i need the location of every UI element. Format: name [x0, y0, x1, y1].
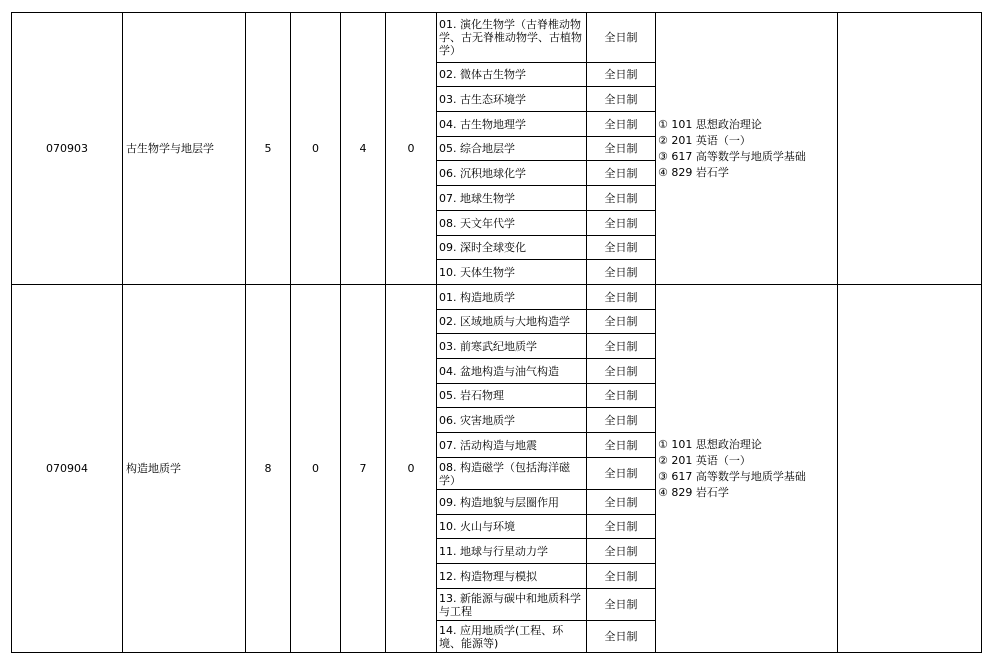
direction-label: 07. 地球生物学 [439, 191, 515, 205]
study-mode-label: 全日制 [604, 290, 638, 304]
direction-cell [436, 210, 587, 236]
direction-label: 03. 前寒武纪地质学 [439, 339, 537, 353]
subject-code-text: 070904 [46, 462, 88, 475]
direction-cell [436, 538, 587, 564]
study-mode-cell [586, 185, 656, 211]
study-mode-cell [586, 62, 656, 87]
direction-label: 09. 构造地貌与层圈作用 [439, 495, 559, 509]
study-mode-cell [586, 358, 656, 384]
direction-cell [436, 407, 587, 433]
study-mode-cell [586, 86, 656, 112]
study-mode-cell [586, 259, 656, 285]
direction-label: 04. 古生物地理学 [439, 117, 526, 131]
study-mode-cell [586, 160, 656, 186]
study-mode-label: 全日制 [604, 191, 638, 205]
exam-subject-item: ① 101 思想政治理论 [658, 437, 762, 451]
study-mode-label: 全日制 [604, 265, 638, 279]
direction-cell [436, 620, 587, 653]
count-text-3: 4 [359, 142, 367, 155]
count-cell-2 [290, 12, 341, 285]
study-mode-label: 全日制 [604, 630, 638, 643]
study-mode-label: 全日制 [604, 364, 638, 378]
direction-cell [436, 12, 587, 63]
study-mode-cell [586, 383, 656, 408]
count-text-2: 0 [312, 462, 319, 475]
study-mode-label: 全日制 [604, 216, 638, 230]
study-mode-cell [586, 333, 656, 359]
direction-label: 06. 沉积地球化学 [439, 166, 526, 180]
direction-label: 10. 天体生物学 [439, 265, 515, 279]
direction-label: 08. 天文年代学 [439, 216, 515, 230]
direction-cell [436, 358, 587, 384]
subject-name-cell [122, 284, 246, 653]
direction-cell [436, 111, 587, 137]
direction-cell [436, 489, 587, 515]
exam-subjects-list [658, 13, 837, 284]
study-mode-cell [586, 514, 656, 539]
direction-cell [436, 383, 587, 408]
direction-cell [436, 284, 587, 310]
study-mode-label: 全日制 [604, 166, 638, 180]
count-cell-2 [290, 284, 341, 653]
count-cell-1 [245, 12, 291, 285]
study-mode-label: 全日制 [604, 241, 638, 254]
count-text-3: 7 [359, 462, 367, 475]
direction-label: 13. 新能源与碳中和地质科学与工程 [439, 591, 581, 618]
direction-label: 06. 灾害地质学 [439, 413, 515, 427]
study-mode-cell [586, 284, 656, 310]
exam-subjects-list [658, 285, 837, 652]
direction-label: 02. 微体古生物学 [439, 68, 526, 81]
direction-label: 01. 构造地质学 [439, 290, 515, 304]
exam-subject-item: ④ 829 岩石学 [658, 165, 729, 179]
study-mode-label: 全日制 [604, 389, 638, 402]
subject-name-text: 古生物学与地层学 [126, 142, 214, 155]
direction-label: 07. 活动构造与地震 [439, 438, 537, 452]
study-mode-cell [586, 620, 656, 653]
subject-code-cell [11, 284, 123, 653]
study-mode-label: 全日制 [604, 117, 638, 131]
direction-label: 03. 古生态环境学 [439, 92, 526, 106]
study-mode-cell [586, 210, 656, 236]
study-mode-cell [586, 136, 656, 161]
study-mode-label: 全日制 [604, 598, 638, 611]
direction-cell [436, 514, 587, 539]
subject-code-cell [11, 12, 123, 285]
direction-cell [436, 432, 587, 458]
direction-label: 01. 演化生物学（古脊椎动物学、古无脊椎动物学、古植物学） [439, 18, 582, 57]
direction-cell [436, 86, 587, 112]
study-mode-cell [586, 489, 656, 515]
exam-subject-item: ③ 617 高等数学与地质学基础 [658, 469, 806, 483]
direction-cell [436, 457, 587, 490]
study-mode-label: 全日制 [604, 569, 638, 583]
direction-label: 09. 深时全球变化 [439, 241, 526, 254]
study-mode-label: 全日制 [604, 544, 638, 558]
study-mode-label: 全日制 [604, 142, 638, 155]
study-mode-cell [586, 12, 656, 63]
count-text-1: 5 [264, 142, 272, 155]
count-text-2: 0 [312, 142, 319, 155]
study-mode-cell [586, 407, 656, 433]
remarks-text [838, 13, 981, 284]
direction-cell [436, 185, 587, 211]
direction-cell [436, 333, 587, 359]
subject-code-text: 070903 [46, 142, 88, 155]
study-mode-label: 全日制 [604, 68, 638, 81]
study-mode-label: 全日制 [604, 495, 638, 509]
direction-cell [436, 160, 587, 186]
exam-subject-item: ② 201 英语（一） [658, 133, 751, 147]
count-cell-4 [385, 284, 437, 653]
exam-subject-item: ② 201 英语（一） [658, 453, 751, 467]
direction-cell [436, 309, 587, 334]
count-text-1: 8 [264, 462, 272, 475]
exam-subject-item: ③ 617 高等数学与地质学基础 [658, 149, 806, 163]
count-text-4: 0 [407, 462, 415, 475]
study-mode-label: 全日制 [604, 31, 638, 44]
exam-subject-item: ① 101 思想政治理论 [658, 117, 762, 131]
study-mode-cell [586, 111, 656, 137]
direction-label: 04. 盆地构造与油气构造 [439, 364, 559, 378]
study-mode-cell [586, 563, 656, 589]
direction-label: 11. 地球与行星动力学 [439, 544, 548, 558]
count-cell-1 [245, 284, 291, 653]
count-text-4: 0 [407, 142, 415, 155]
direction-label: 05. 综合地层学 [439, 142, 515, 155]
study-mode-cell [586, 235, 656, 260]
study-mode-label: 全日制 [604, 315, 638, 328]
direction-label: 05. 岩石物理 [439, 389, 504, 402]
remarks-text [838, 285, 981, 652]
direction-label: 10. 火山与环境 [439, 520, 515, 533]
direction-cell [436, 62, 587, 87]
direction-cell [436, 563, 587, 589]
direction-cell [436, 136, 587, 161]
study-mode-label: 全日制 [604, 92, 638, 106]
remarks-cell [837, 12, 982, 285]
direction-label: 14. 应用地质学(工程、环境、能源等) [439, 623, 564, 650]
study-mode-label: 全日制 [604, 339, 638, 353]
count-cell-3 [340, 12, 386, 285]
direction-label: 02. 区域地质与大地构造学 [439, 315, 570, 328]
remarks-cell [837, 284, 982, 653]
subject-name-text: 构造地质学 [126, 462, 181, 475]
study-mode-cell [586, 538, 656, 564]
study-mode-label: 全日制 [604, 413, 638, 427]
exam-subjects-cell [655, 284, 838, 653]
study-mode-cell [586, 457, 656, 490]
subject-name-cell [122, 12, 246, 285]
count-cell-4 [385, 12, 437, 285]
direction-label: 08. 构造磁学（包括海洋磁学） [439, 460, 570, 487]
exam-subject-item: ④ 829 岩石学 [658, 485, 729, 499]
direction-cell [436, 259, 587, 285]
study-mode-label: 全日制 [604, 438, 638, 452]
study-mode-cell [586, 588, 656, 621]
direction-label: 12. 构造物理与模拟 [439, 569, 537, 583]
direction-cell [436, 588, 587, 621]
count-cell-3 [340, 284, 386, 653]
study-mode-cell [586, 309, 656, 334]
study-mode-label: 全日制 [604, 520, 638, 533]
direction-cell [436, 235, 587, 260]
study-mode-cell [586, 432, 656, 458]
exam-subjects-cell [655, 12, 838, 285]
study-mode-label: 全日制 [604, 467, 638, 480]
